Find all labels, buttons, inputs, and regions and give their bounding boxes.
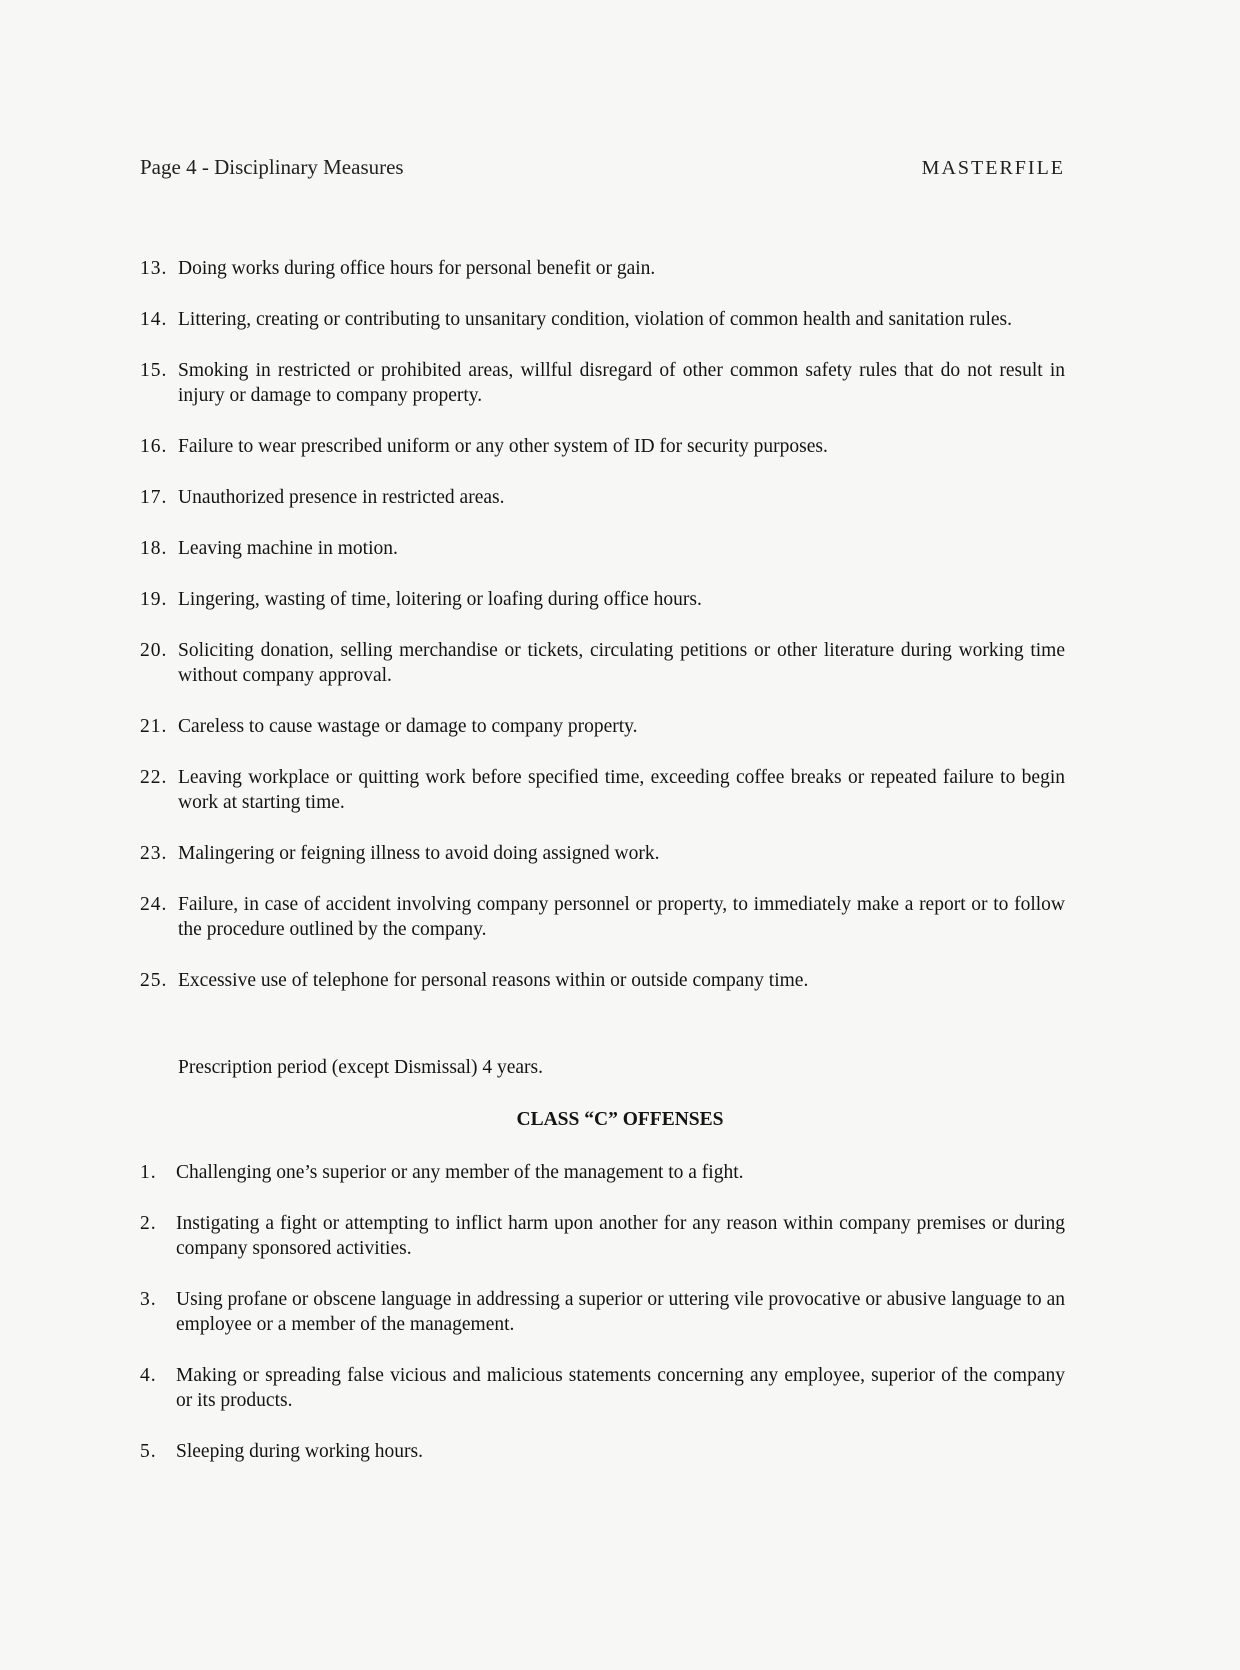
offense-item: [140, 714, 1065, 739]
offense-text: Careless to cause wastage or damage to company property.: [178, 716, 638, 737]
offense-number: 20.: [140, 640, 168, 661]
offense-text: Excessive use of telephone for personal reasons within or outside company time.: [178, 970, 809, 991]
offense-item: [140, 256, 1065, 281]
offense-text: Challenging one’s superior or any member of the management to a fight.: [176, 1162, 744, 1183]
offense-number: 13.: [140, 258, 168, 279]
offense-item: [140, 485, 1065, 510]
offense-item: [140, 434, 1065, 459]
page-header-title: Page 4 - Disciplinary Measures: [140, 155, 404, 179]
offense-item: [140, 841, 1065, 866]
offense-item: [140, 968, 1065, 993]
offense-item: [140, 638, 1065, 688]
offense-number: 4.: [140, 1365, 157, 1386]
offense-text: Malingering or feigning illness to avoid doing assigned work.: [178, 843, 660, 864]
offense-item: [140, 1363, 1065, 1413]
offense-number: 16.: [140, 436, 168, 457]
offense-text: Making or spreading false vicious and malicious statements concerning any employee, superior of the company or its products.: [176, 1365, 1065, 1411]
class-c-heading: CLASS “C” OFFENSES: [516, 1109, 724, 1130]
offense-item: [140, 1160, 1065, 1185]
offense-text: Smoking in restricted or prohibited areas, willful disregard of other common safety rules that do not result in injury or damage to company property.: [178, 360, 1065, 406]
offense-item: [140, 1287, 1065, 1337]
offense-number: 19.: [140, 589, 168, 610]
offense-item: [140, 358, 1065, 408]
offense-number: 24.: [140, 894, 168, 915]
offense-text: Doing works during office hours for personal benefit or gain.: [178, 258, 656, 279]
class-c-offense-list: [140, 1160, 1065, 1490]
offense-number: 22.: [140, 767, 168, 788]
offense-item: [140, 536, 1065, 561]
offense-text: Instigating a fight or attempting to inflict harm upon another for any reason within company premises or during company sponsored activities.: [176, 1213, 1065, 1259]
offense-text: Unauthorized presence in restricted areas.: [178, 487, 505, 508]
offense-text: Lingering, wasting of time, loitering or loafing during office hours.: [178, 589, 702, 610]
offense-number: 17.: [140, 487, 168, 508]
offense-text: Leaving workplace or quitting work before specified time, exceeding coffee breaks or repeated failure to begin work at starting time.: [178, 767, 1065, 813]
offense-item: [140, 1211, 1065, 1261]
offense-number: 15.: [140, 360, 168, 381]
page-header: [140, 155, 1065, 180]
offense-text: Soliciting donation, selling merchandise or tickets, circulating petitions or other literature during working time without company approval.: [178, 640, 1065, 686]
offense-number: 25.: [140, 970, 168, 991]
offense-item: [140, 307, 1065, 332]
page-header-brand: MASTERFILE: [921, 157, 1065, 179]
offense-number: 1.: [140, 1162, 157, 1183]
offense-number: 21.: [140, 716, 168, 737]
offense-item: [140, 1439, 1065, 1464]
offense-number: 2.: [140, 1213, 157, 1234]
offense-number: 5.: [140, 1441, 157, 1462]
offense-number: 3.: [140, 1289, 157, 1310]
offense-text: Littering, creating or contributing to unsanitary condition, violation of common health and sanitation rules.: [178, 309, 1012, 330]
offense-item: [140, 587, 1065, 612]
offense-number: 14.: [140, 309, 168, 330]
class-b-offense-list: [140, 256, 1065, 1019]
offense-item: [140, 892, 1065, 942]
offense-number: 18.: [140, 538, 168, 559]
offense-text: Using profane or obscene language in addressing a superior or uttering vile provocative or abusive language to an employee or a member of the management.: [176, 1289, 1065, 1335]
offense-item: [140, 765, 1065, 815]
offense-text: Failure, in case of accident involving company personnel or property, to immediately make a report or to follow the procedure outlined by the company.: [178, 894, 1065, 940]
offense-number: 23.: [140, 843, 168, 864]
offense-text: Failure to wear prescribed uniform or any other system of ID for security purposes.: [178, 436, 828, 457]
offense-text: Leaving machine in motion.: [178, 538, 398, 559]
offense-text: Sleeping during working hours.: [176, 1441, 423, 1462]
prescription-period: Prescription period (except Dismissal) 4 years.: [178, 1057, 543, 1078]
